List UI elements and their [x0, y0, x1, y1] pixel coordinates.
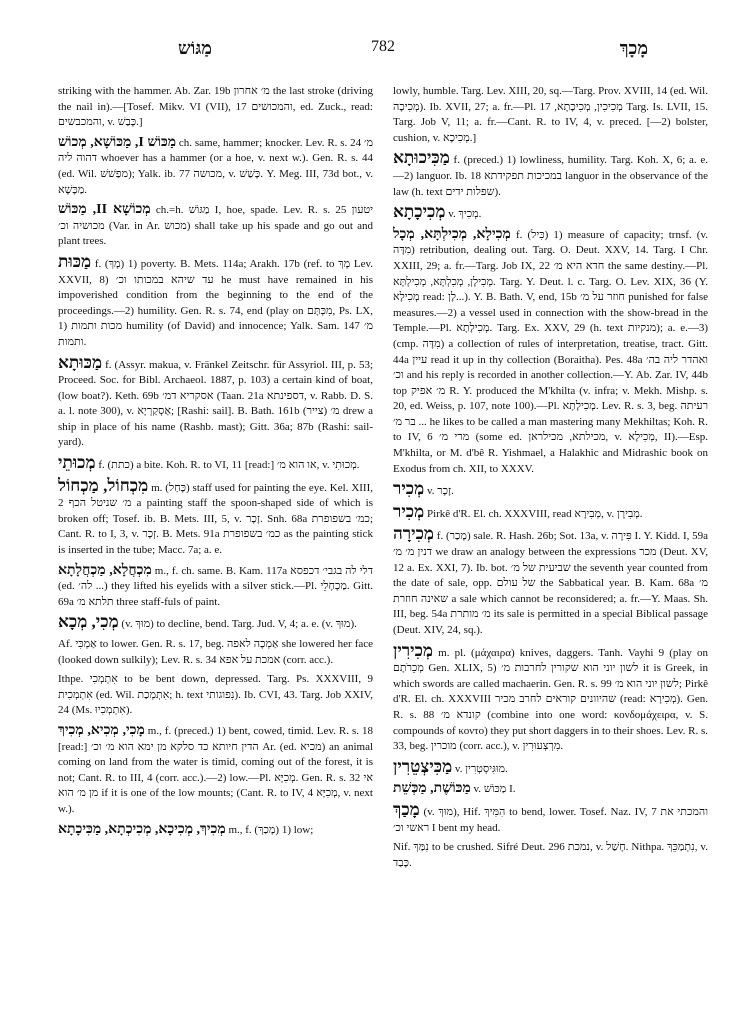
dictionary-entry: [58, 822, 373, 839]
entry-headword: מְכִיר: [393, 501, 425, 521]
entry-headword: מְכִירָה: [393, 524, 434, 544]
dictionary-page: [58, 38, 708, 998]
dictionary-entry: [393, 799, 708, 836]
entry-text: f. (מָךְ) 1) poverty. B. Mets. 114a; Arakh. 17b (ref. to מָךְ Lev. XXVII, 8) עד שיהא במכותו וכ׳ he must have remained in his impoverished condition from the beginning to the end of the proceedings.—2) humility. Gen. R. s. 74, end (play on מִכְּתָּם, Ps. LX, 1) מכות ותמות humility (of David) and innocence; Yalk. Sam. 147 מ׳ ותמות.: [58, 257, 373, 348]
entry-headword: מַכּוֹשֶׁת, מַכְּשֵׁת: [393, 781, 471, 797]
right-column: [393, 84, 708, 998]
entry-headword: מְכִיכָתָא: [393, 202, 446, 222]
dictionary-entry: [393, 501, 708, 523]
left-column: [58, 84, 373, 998]
entry-text: m. (כָּחַל) staff used for painting the eye. Kel. XIII, 2 מ׳ שניטל הכף a painting staff the spoon-shaped side of which is broken off; Tosef. ib. B. Mets. III, 5, v. זָכָר. Snh. 68a כמ׳ בשפופרת; Cant. R. to I, 3, v. זְכָר. B. Mets. 91a כמ׳ בשפופרת as the painting stick is inserted in the tube; Macc. 7a; a. e.: [58, 481, 373, 557]
entry-text: (v. מוּךְ), Hif. הִמִּיךְ to bend, lower. Tosef. Naz. IV, 7 והמכתי את ראשי וכ׳ I bent my head.: [393, 805, 708, 834]
entry-headword: מְכִי, מְכָא: [58, 612, 119, 632]
entry-text: v. זָכָר.: [426, 485, 454, 498]
entry-headword: מִכְחוֹל, מַכְחוֹל: [58, 475, 149, 495]
dictionary-entry: [393, 756, 708, 778]
dictionary-entry: [58, 637, 373, 668]
entry-headword: מַכִּיצְטֵרִין: [393, 756, 453, 776]
entry-text: (v. מוּךְ) to decline, bend. Targ. Jud. V, 4; a. e. (v. מוּךְ).: [121, 618, 357, 631]
running-head-right: מָכָךְ: [619, 38, 648, 58]
entry-text: f. (Assyr. makua, v. Fränkel Zeitschr. für Assyriol. III, p. 53; Proceed. Soc. for Bibl. Archaeol. 1887, p. 103) a certain kind of boat, (low boat?). Keth. 69b אסקריא דמ׳ (Taan. 21a דספינתא, v. Rabb. D. S. a. l. note 300), v. אַסְקַרְיָא; [Rashi: sail]. B. Bath. 161b (צייר) מ׳ drew a ship in place of his name (Rashb. mast); Gitt. 36a; 87b (Rashi: sail-yard).: [58, 358, 373, 449]
dictionary-entry: [58, 723, 373, 818]
page-header: [58, 38, 708, 72]
entry-headword: מַכִּיכוּתָא: [393, 148, 450, 168]
dictionary-entry: [393, 781, 708, 798]
dictionary-entry: [58, 84, 373, 131]
dictionary-entry: [393, 84, 708, 146]
dictionary-entry: [393, 526, 708, 638]
dictionary-entry: [58, 475, 373, 559]
entry-headword: מְכִיךְ, מְכִיכָא, מְכִיכְתָא, מַכִּיכָתָא: [58, 821, 226, 837]
entry-headword: מָכִי, מְכִיא, מְכִיךְ: [58, 722, 145, 738]
entry-headword: מַכּוּת: [58, 251, 92, 271]
entry-text: f. (מָכַר) sale. R. Hash. 26b; Sot. 13a, v. פִּירָה I. Y. Kidd. I, 59a דנין מ׳ מ׳ we draw an analogy between the expressions מכר (Deut. XV, 12 a. Ex. XXI, 7). Ib. bot. שביעית של מ׳ the seventh year counted from the date of sale, opp. של עולם the Sabbatical year. B. Kam. 68a מ׳ שאינה חוזרת a sale which cannot be reconsidered; a. fr.—Y. Maas. Sh. III, beg. 54a מ׳ מותרת its sale is permitted in a special Biblical passage (Deut. XIV, 24, sq.).: [393, 530, 708, 636]
entry-text: Af. אַמְכִּי to lower. Gen. R. s. 17, beg. אַמְכָה לאפה she lowered her face (looked down sulkily); Lev. R. s. 34 אמכת על אפא (corr. acc.).: [58, 638, 373, 666]
entry-headword: מַכּוּתָא: [58, 352, 103, 372]
running-head-left: מַגּוֹש: [178, 38, 212, 58]
entry-text: v. מוּגִּיסְטְרִין.: [454, 762, 508, 775]
entry-text: Ithpe. אִתְמְכִי to be bent down, depressed. Targ. Ps. XXXVIII, 9 אִתְמְכִית (ed. Wil. אִתְמְכַת; h. text נִפוגותי). Ib. CVI, 43. Targ. Job XXIV, 24 (Ms. אִתְמְכִיוּ).: [58, 673, 373, 717]
entry-text: f. (כִּיל) 1) measure of capacity; trnsf. (v. מִדָּה) retribution, dealing out. Targ. O. Deut. XXV, 14. Targ. I Chr. XXIII, 29; a. fr.—Targ. Job IX, 22 חדא היא מ׳ the same destiny.—Pl. מְכִילָן, מְכִלְתָּא, מְכִילְתָּא. Targ. Y. Deut. l. c. Targ. O. Lev. XIX, 36 (Y. מְכִילָא read: לָן...). Y. B. Bath. V, end, 15b חוזר על מ׳ punished for false measures.—2) a vessel used in connection with the show-bread in the Temple.—Pl. מְכִילָתָא. Targ. Ex. XXV, 29 (h. text מנקיות); a. e.—3) (cmp. מִדָּה) a collection of rules of interpretation, treatise, tract. Gitt. 44a עיין read it up in thy collection (Boraitha). Pes. 48a ואהדר ליה בה׳ וכ׳ and his reply is recorded in another collection.—Y. Ab. Zar. IV, 44b top מ׳ אפיק R. Y. produced the M'khilta (v. infra; v. Mekh. Mishp. s. 20, ed. Weiss, p. 107, note 100).—Pl. מְכִילָתָא. Lev. R. s. 3, beg. רעיתה ... בר מ׳ he likes to be called a man mastering many Mekhiltas; Koh. R. to IV, 6 מרי מ׳ (some ed. מכילתא, מכילראן, v. מְכִילָא, II).—Esp. M'khilta, or M. d'bê R. Yishmael, a Halakhic and Midrashic book on Exodus from ch. XII, to XXXV.: [393, 228, 708, 475]
dictionary-entry: [58, 251, 373, 351]
entry-headword: מְכוּתֵי: [58, 453, 96, 473]
dictionary-entry: [393, 840, 708, 871]
dictionary-entry: [58, 352, 373, 452]
dictionary-entry: [58, 614, 373, 633]
dictionary-entry: [393, 640, 708, 755]
entry-headword: מְכוֹשָׁא II, מַכּוֹשׁ: [58, 202, 151, 218]
dictionary-entry: [58, 672, 373, 719]
entry-headword: מְכִירִין: [393, 640, 433, 660]
entry-text: ch.=h. מַגּוֹשׁ I, hoe, spade. Lev. R. s. 25 יטעון מכושיה וכ׳ (Var. in Ar. מכוש) shall take up his spade and go out and plant trees.: [58, 204, 373, 248]
entry-headword: מִכְחֲלָא, מַכְחֲלָתָא: [58, 562, 152, 578]
page-number: 782: [371, 38, 395, 55]
entry-headword: מְכִילָא, מְכִילְתָּא, מְכָל: [393, 226, 511, 242]
entry-headword: מָכַךְ: [393, 799, 420, 819]
entry-text: m., f. (preced.) 1) bent, cowed, timid. Lev. R. s. 18 [read:] הדין חיותא כד סלקא מן ימא הוא מ׳ וכ׳ Ar. (ed. מכיא) an animal coming on land from the water is timid, coming out of the forest, it is not; Cant. R. to III, 4 (corr. acc.).—2) low.—Pl. מְכִיָּא. Gen. R. s. 32 אי מן מ׳ הוא if it is one of the low mounts; (Cant. R. to IV, 4 מְכִיָּא, v. next w.).: [58, 724, 373, 815]
entry-text: v. מְכִיךְ.: [448, 208, 482, 221]
entry-text: m., f. ch. same. B. Kam. 117a דלי לה בגבי׳ דכפסא (ed. לה׳ ...) they lifted his eyelids with a silver stick.—Pl. מַכְחָלֵי. Gitt. 69a תלתא מ׳ three staff-fuls of paint.: [58, 564, 373, 608]
dictionary-entry: [393, 481, 708, 500]
entry-headword: מְכִיר: [393, 479, 425, 499]
entry-text: f. (כתת) a bite. Koh. R. to VI, 11 [read:] או הוא מ׳, v. מְכוּתִי.: [98, 459, 360, 472]
entry-text: m., f. (מָכַךְ) 1) low;: [228, 823, 314, 836]
entry-text: ch. same, hammer; knocker. Lev. R. s. 24 מ׳ דהוה ליה whoever has a hammer (or a hoe, v. next w.). Gen. R. s. 44 (ed. Wil. מפַשׁשׁ); Yalk. ib. 77 מכושה, v. כָּשַׁשׁ. Y. Meg. III, 73d bot., v. מַכָּשָׁא.: [58, 136, 373, 196]
dictionary-entry: [393, 150, 708, 200]
dictionary-entry: [58, 135, 373, 198]
entry-text: Pirkê d'R. El. ch. XXXVIII, read מְבִירָא, v. מְבִירָן.: [426, 507, 643, 520]
entry-text: f. (preced.) 1) lowliness, humility. Targ. Koh. X, 6; a. e.—2) languor. Ib. 18 במכיכות תפקידתא languor in the observance of the law (h. text שפלות ידים).: [393, 154, 708, 198]
entry-text: striking with the hammer. Ab. Zar. 19b מ׳ אחרון the last stroke (driving the nail in).—[Tosef. Mikv. VI (VII), 17 והמכושים, ed. Zuck., read: והמכבשים, v. כָּבַשׁ.]: [58, 85, 373, 129]
dictionary-entry: [58, 563, 373, 611]
entry-text: v. מַכּוֹשׁ I.: [473, 783, 516, 796]
dictionary-entry: [393, 204, 708, 223]
entry-text: m. pl. (μάχαιρα) knives, daggers. Tanh. Vayhi 9 (play on מְכֵרֹתָם Gen. XLIX, 5) לשון יוני הוא שקורין לחרבות מ׳ it is Greek, in which swords are called machaerin. Gen. R. s. 99 לשון יוני הוא מ׳; Pirkê d'R. El. ch. XXXVIII שהיוונים קוראים לחרב מכיר (read: מְכִירָא). Gen. R. s. 88 קונדא מ׳ (combine into one word: κονδομάχειρα, v. S. compounds of κοντο) they put short daggers in to their shoes. Lev. R. s. 33, beg. מוכרין (corr. acc.), v. מִרְצְעוּרִין.: [393, 646, 708, 753]
entry-headword: מַכּוֹשׁ I, מַכּוֹשָׁא, מְכוֹשׁ: [58, 134, 177, 150]
entry-text: lowly, humble. Targ. Lev. XIII, 20, sq.—Targ. Prov. XVIII, 14 (ed. Wil. מְכִיכָה). Ib. XVII, 27; a. fr.—Pl. מְכִיכִין, מְכִיכָתָא, 17 Targ. Is. LVII, 15. Targ. Job V, 11; a. fr.—Cant. R. to IV, 4, v. preced. [—2) bolster, cushion, v. מְכִיכָא.]: [393, 85, 708, 144]
dictionary-entry: [58, 455, 373, 474]
dictionary-entry: [58, 202, 373, 250]
page-columns: [58, 84, 708, 998]
dictionary-entry: [393, 227, 708, 478]
entry-text: Nif. נִמַּךְ to be crushed. Sifré Deut. 296 נמכת, v. חָשַׁל. Nithpa. נִתְמַכֵּךְ, v. כָּבַד.: [393, 841, 708, 869]
